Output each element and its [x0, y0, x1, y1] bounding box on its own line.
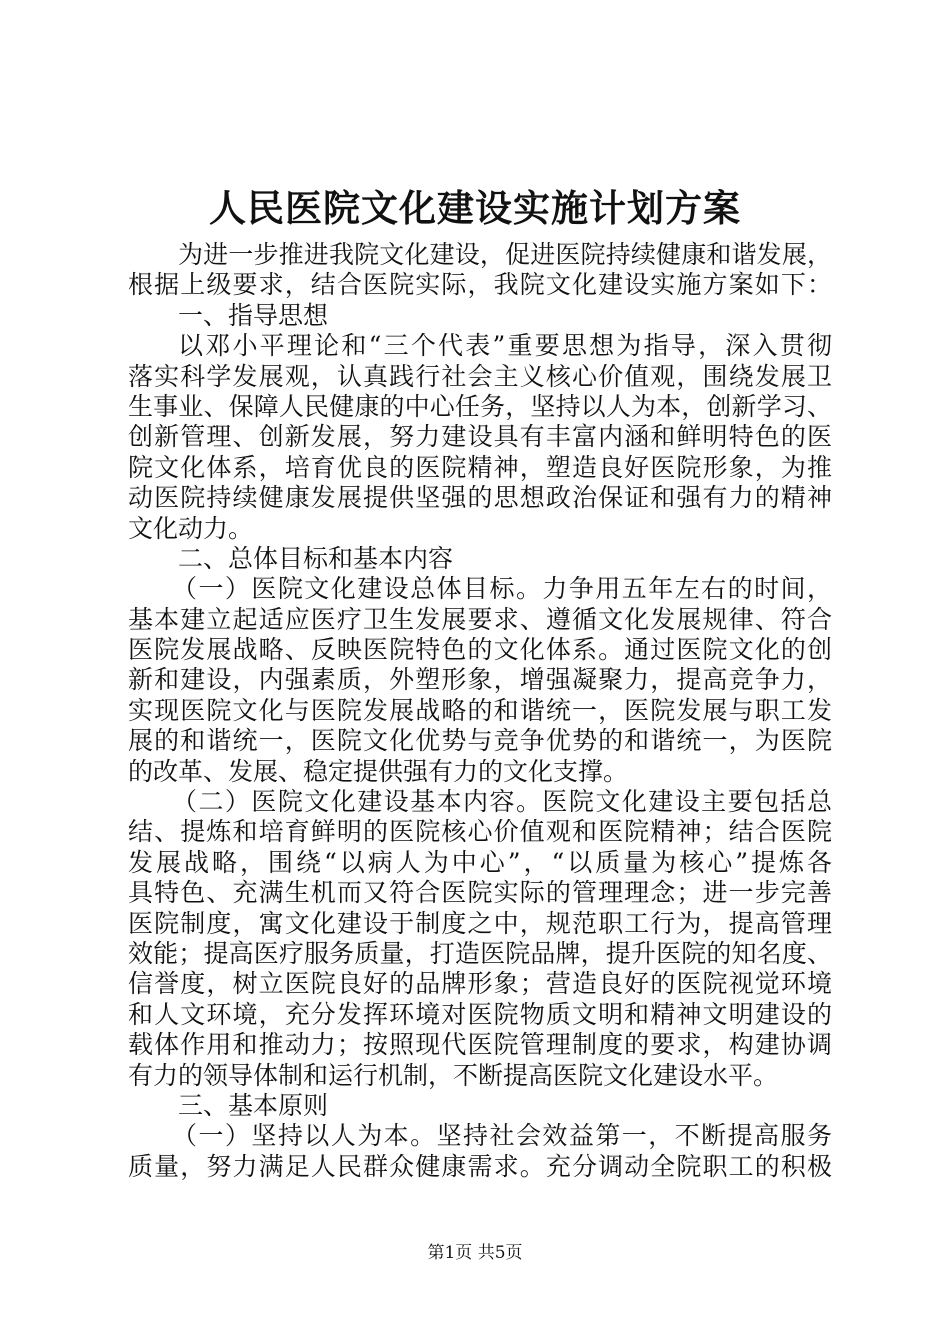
text-line: 有力的领导体制和运行机制，不断提高医院文化建设水平。 — [128, 1060, 779, 1090]
text-line: 展的和谐统一，医院文化优势与竞争优势的和谐统一，为医院 — [128, 726, 832, 756]
text-line: 的改革、发展、稳定提供强有力的文化支撑。 — [128, 756, 629, 786]
text-line: 以邓小平理论和“三个代表”重要思想为指导，深入贯彻 — [178, 331, 832, 361]
text-line: （一）坚持以人为本。坚持社会效益第一，不断提高服务 — [172, 1121, 832, 1151]
text-line: 创新管理、创新发展，努力建设具有丰富内涵和鲜明特色的医 — [128, 422, 832, 452]
text-line: （二）医院文化建设基本内容。医院文化建设主要包括总 — [172, 787, 832, 817]
text-line: 新和建设，内强素质，外塑形象，增强凝聚力，提高竞争力， — [128, 665, 832, 695]
text-line: 动医院持续健康发展提供坚强的思想政治保证和强有力的精神 — [128, 483, 832, 513]
text-line: 具特色、充满生机而又符合医院实际的管理理念；进一步完善 — [128, 878, 832, 908]
document-body — [128, 240, 832, 1182]
text-line: 质量，努力满足人民群众健康需求。充分调动全院职工的积极 — [128, 1151, 832, 1181]
text-line: 医院发展战略、反映医院特色的文化体系。通过医院文化的创 — [128, 635, 832, 665]
section-heading: 一、指导思想 — [178, 300, 329, 330]
section-heading: 三、基本原则 — [178, 1090, 329, 1120]
section-heading: 二、总体目标和基本内容 — [178, 543, 454, 573]
text-line: 载体作用和推动力；按照现代医院管理制度的要求，构建协调 — [128, 1030, 832, 1060]
text-line: 根据上级要求，结合医院实际，我院文化建设实施方案如下： — [128, 270, 832, 300]
text-line: 落实科学发展观，认真践行社会主义核心价值观，围绕发展卫 — [128, 361, 832, 391]
text-line: 效能；提高医疗服务质量，打造医院品牌，提升医院的知名度、 — [128, 938, 832, 968]
text-line: 院文化体系，培育优良的医院精神，塑造良好医院形象，为推 — [128, 452, 832, 482]
text-line: 生事业、保障人民健康的中心任务，坚持以人为本，创新学习、 — [128, 391, 832, 421]
text-line: 结、提炼和培育鲜明的医院核心价值观和医院精神；结合医院 — [128, 817, 832, 847]
text-line: 发展战略，围绕“以病人为中心”，“以质量为核心”提炼各 — [128, 847, 832, 877]
text-line: 和人文环境，充分发挥环境对医院物质文明和精神文明建设的 — [128, 999, 832, 1029]
text-line: 为进一步推进我院文化建设，促进医院持续健康和谐发展， — [178, 240, 832, 269]
text-line: 医院制度，寓文化建设于制度之中，规范职工行为，提高管理 — [128, 908, 832, 938]
text-line: （一）医院文化建设总体目标。力争用五年左右的时间， — [172, 574, 832, 604]
text-line: 基本建立起适应医疗卫生发展要求、遵循文化发展规律、符合 — [128, 604, 832, 634]
document-title: 人民医院文化建设实施计划方案 — [209, 186, 741, 230]
text-line: 信誉度，树立医院良好的品牌形象；营造良好的医院视觉环境 — [128, 969, 832, 999]
text-line: 实现医院文化与医院发展战略的和谐统一，医院发展与职工发 — [128, 695, 832, 725]
text-line: 文化动力。 — [128, 513, 254, 543]
page-footer: 第1页 共5页 — [427, 1243, 523, 1263]
